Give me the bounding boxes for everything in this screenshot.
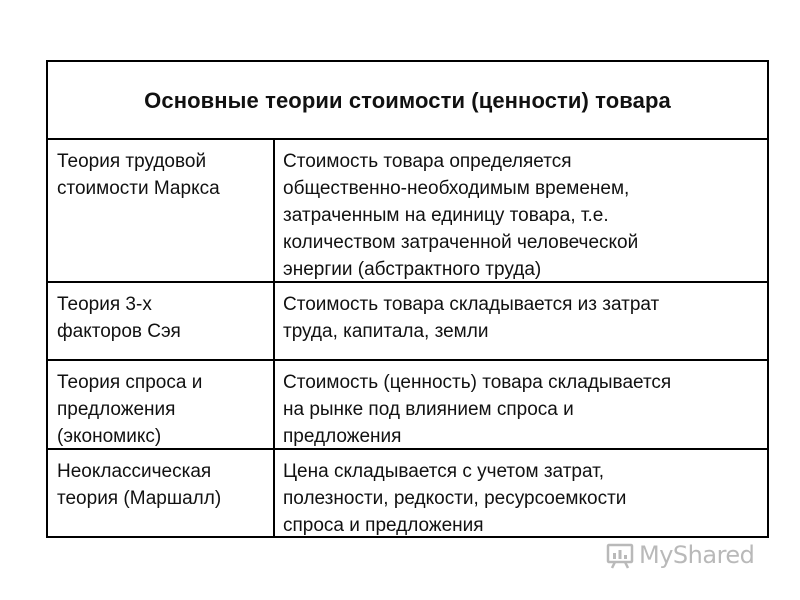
theory-name: Неоклассическая теория (Маршалл) xyxy=(57,461,222,509)
theory-description-cell xyxy=(275,140,767,281)
theory-name: Теория спроса и предложения (экономикс) xyxy=(57,372,203,447)
theory-description: Стоимость (ценность) товара складывается на рынке под влиянием спроса и предложения xyxy=(283,372,672,447)
theory-description: Стоимость товара складывается из затрат труда, капитала, земли xyxy=(283,294,660,342)
table-row xyxy=(48,140,767,283)
theory-description: Стоимость товара определяется общественно-необходимым временем, затраченным на единицу товара, т.е. количеством затраченной человеческой энергии (абстрактного труда) xyxy=(283,151,639,280)
theory-name-cell xyxy=(48,283,275,359)
myshared-watermark[interactable] xyxy=(605,538,775,572)
myshared-logo-icon xyxy=(605,540,635,570)
watermark-text: MyShared xyxy=(639,541,755,569)
theory-name: Теория трудовой стоимости Маркса xyxy=(57,151,220,199)
theory-name: Теория 3-х факторов Сэя xyxy=(57,294,181,342)
theory-name-cell xyxy=(48,361,275,448)
theory-name-cell xyxy=(48,450,275,536)
table-row xyxy=(48,283,767,361)
theory-description: Цена складывается с учетом затрат, полезности, редкости, ресурсоемкости спроса и предложения xyxy=(283,461,627,536)
theory-description-cell xyxy=(275,450,767,536)
table-title-row xyxy=(48,62,767,140)
theory-description-cell xyxy=(275,283,767,359)
table-row xyxy=(48,450,767,536)
theory-name-cell xyxy=(48,140,275,281)
table-row xyxy=(48,361,767,450)
theories-table xyxy=(46,60,769,538)
theory-description-cell xyxy=(275,361,767,448)
table-title: Основные теории стоимости (ценности) товара xyxy=(144,88,671,113)
